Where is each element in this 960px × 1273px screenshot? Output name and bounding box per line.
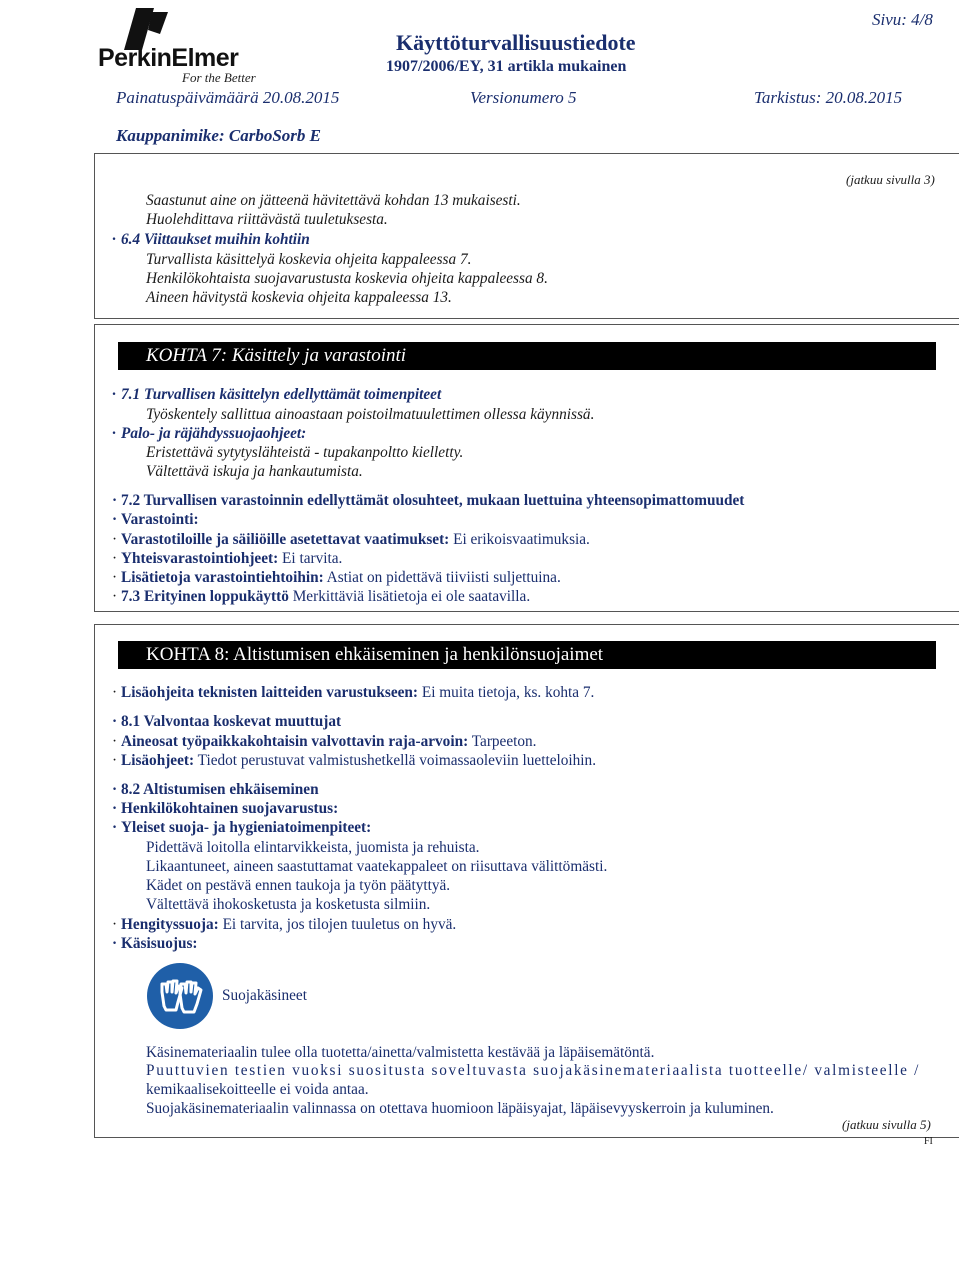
glove-text-4: Suojakäsinemateriaalin valinnassa on otettava huomioon läpäisyajat, läpäisevyyskerroin ja kuluminen. — [146, 1100, 774, 1117]
hygiene-line-3: Kädet on pestävä ennen taukoja ja työn päätyttyä. — [146, 877, 451, 894]
s6-line-1: Saastunut aine on jätteenä hävitettävä kohdan 13 mukaisesti. — [146, 192, 521, 209]
fire-text-2: Vältettävä iskuja ja hankautumista. — [146, 463, 363, 480]
product-name: Kauppanimike: CarboSorb E — [116, 126, 321, 145]
hygiene-line-2: Likaantuneet, aineen saastuttamat vaatekappaleet on riisuttava välittömästi. — [146, 858, 608, 875]
continued-from: (jatkuu sivulla 3) — [846, 172, 935, 187]
s6-heading-64: · 6.4 Viittaukset muihin kohtiin — [112, 231, 310, 248]
s71-text: Työskentely sallittua ainoastaan poistoilmatuulettimen ollessa käynnissä. — [146, 406, 595, 423]
glove-text-2: Puuttuvien testien vuoksi suositusta soveltuvasta suojakäsinemateriaalista tuotteelle/ valmisteelle / — [146, 1062, 921, 1079]
gloves-icon — [146, 962, 214, 1030]
glove-text-3: kemikaalisekoitteelle ei voida antaa. — [146, 1081, 369, 1098]
continued-to: (jatkuu sivulla 5) — [842, 1117, 931, 1132]
s72-heading: · 7.2 Turvallisen varastoinnin edellyttämät olosuhteet, mukaan luettuina yhteensopimattomuudet — [112, 492, 745, 509]
joint-storage: · Yhteisvarastointiohjeet: Ei tarvita. — [112, 550, 343, 567]
storage-heading: · Varastointi: — [112, 511, 199, 528]
section-7-title: KOHTA 7: Käsittely ja varastointi — [118, 342, 936, 370]
document-subtitle: 1907/2006/EY, 31 artikla mukainen — [386, 58, 627, 75]
hygiene-line-1: Pidettävä loitolla elintarvikkeista, juomista ja rehuista. — [146, 839, 480, 856]
print-date: Painatuspäivämäärä 20.08.2015 — [116, 88, 340, 107]
s6-line-2: Huolehdittava riittävästä tuuletuksesta. — [146, 211, 388, 228]
revision-date: Tarkistus: 20.08.2015 — [754, 88, 903, 107]
page-number: Sivu: 4/8 — [872, 10, 933, 29]
storage-requirements: · Varastotiloille ja säiliöille asetettavat vaatimukset: Ei erikoisvaatimuksia. — [112, 531, 590, 548]
ppe-heading: · Henkilökohtainen suojavarustus: — [112, 800, 339, 817]
limit-values: · Aineosat työpaikkakohtaisin valvottavin raja-arvoin: Tarpeeton. — [112, 733, 537, 750]
logo-tagline: For the Better — [182, 70, 256, 85]
hygiene-line-4: Vältettävä ihokosketusta ja kosketusta silmiin. — [146, 896, 431, 913]
s6-line-5: Henkilökohtaista suojavarustusta koskevia ohjeita kappaleessa 8. — [146, 270, 548, 287]
version-number: Versionumero 5 — [470, 88, 577, 107]
s6-line-4: Turvallista käsittelyä koskevia ohjeita kappaleessa 7. — [146, 251, 472, 268]
hygiene-heading: · Yleiset suoja- ja hygieniatoimenpiteet: — [112, 819, 372, 836]
technical-equipment: · Lisäohjeita teknisten laitteiden varustukseen: Ei muita tietoja, ks. kohta 7. — [112, 684, 595, 701]
section-8-title: KOHTA 8: Altistumisen ehkäiseminen ja henkilönsuojaimet — [118, 641, 936, 669]
s81-heading: · 8.1 Valvontaa koskevat muuttujat — [112, 713, 342, 730]
perkinelmer-logo — [96, 4, 276, 84]
gloves-label: Suojakäsineet — [222, 987, 307, 1004]
respiratory-protection: · Hengityssuoja: Ei tarvita, jos tilojen tuuletus on hyvä. — [112, 916, 457, 933]
logo-brand: PerkinElmer — [98, 44, 239, 72]
document-title: Käyttöturvallisuustiedote — [396, 30, 636, 55]
s71-heading: · 7.1 Turvallisen käsittelyn edellyttämät toimenpiteet — [112, 386, 442, 403]
s6-line-6: Aineen hävitystä koskevia ohjeita kappaleessa 13. — [146, 289, 452, 306]
hand-protection-heading: · Käsisuojus: — [112, 935, 198, 952]
language-code: FI — [924, 1136, 933, 1147]
glove-text-1: Käsinemateriaalin tulee olla tuotetta/ainetta/valmistetta kestävää ja läpäisemätöntä. — [146, 1044, 655, 1061]
additional-notes: · Lisäohjeet: Tiedot perustuvat valmistushetkellä voimassaoleviin luetteloihin. — [112, 752, 597, 769]
s73-end-use: · 7.3 Erityinen loppukäyttö Merkittäviä lisätietoja ei ole saatavilla. — [112, 588, 531, 605]
fire-text-1: Eristettävä sytytyslähteistä - tupakanpoltto kielletty. — [146, 444, 464, 461]
storage-extra-info: · Lisätietoja varastointiehtoihin: Astiat on pidettävä tiiviisti suljettuina. — [112, 569, 561, 586]
fire-heading: · Palo- ja räjähdyssuojaohjeet: — [112, 425, 307, 442]
s82-heading: · 8.2 Altistumisen ehkäiseminen — [112, 781, 319, 798]
